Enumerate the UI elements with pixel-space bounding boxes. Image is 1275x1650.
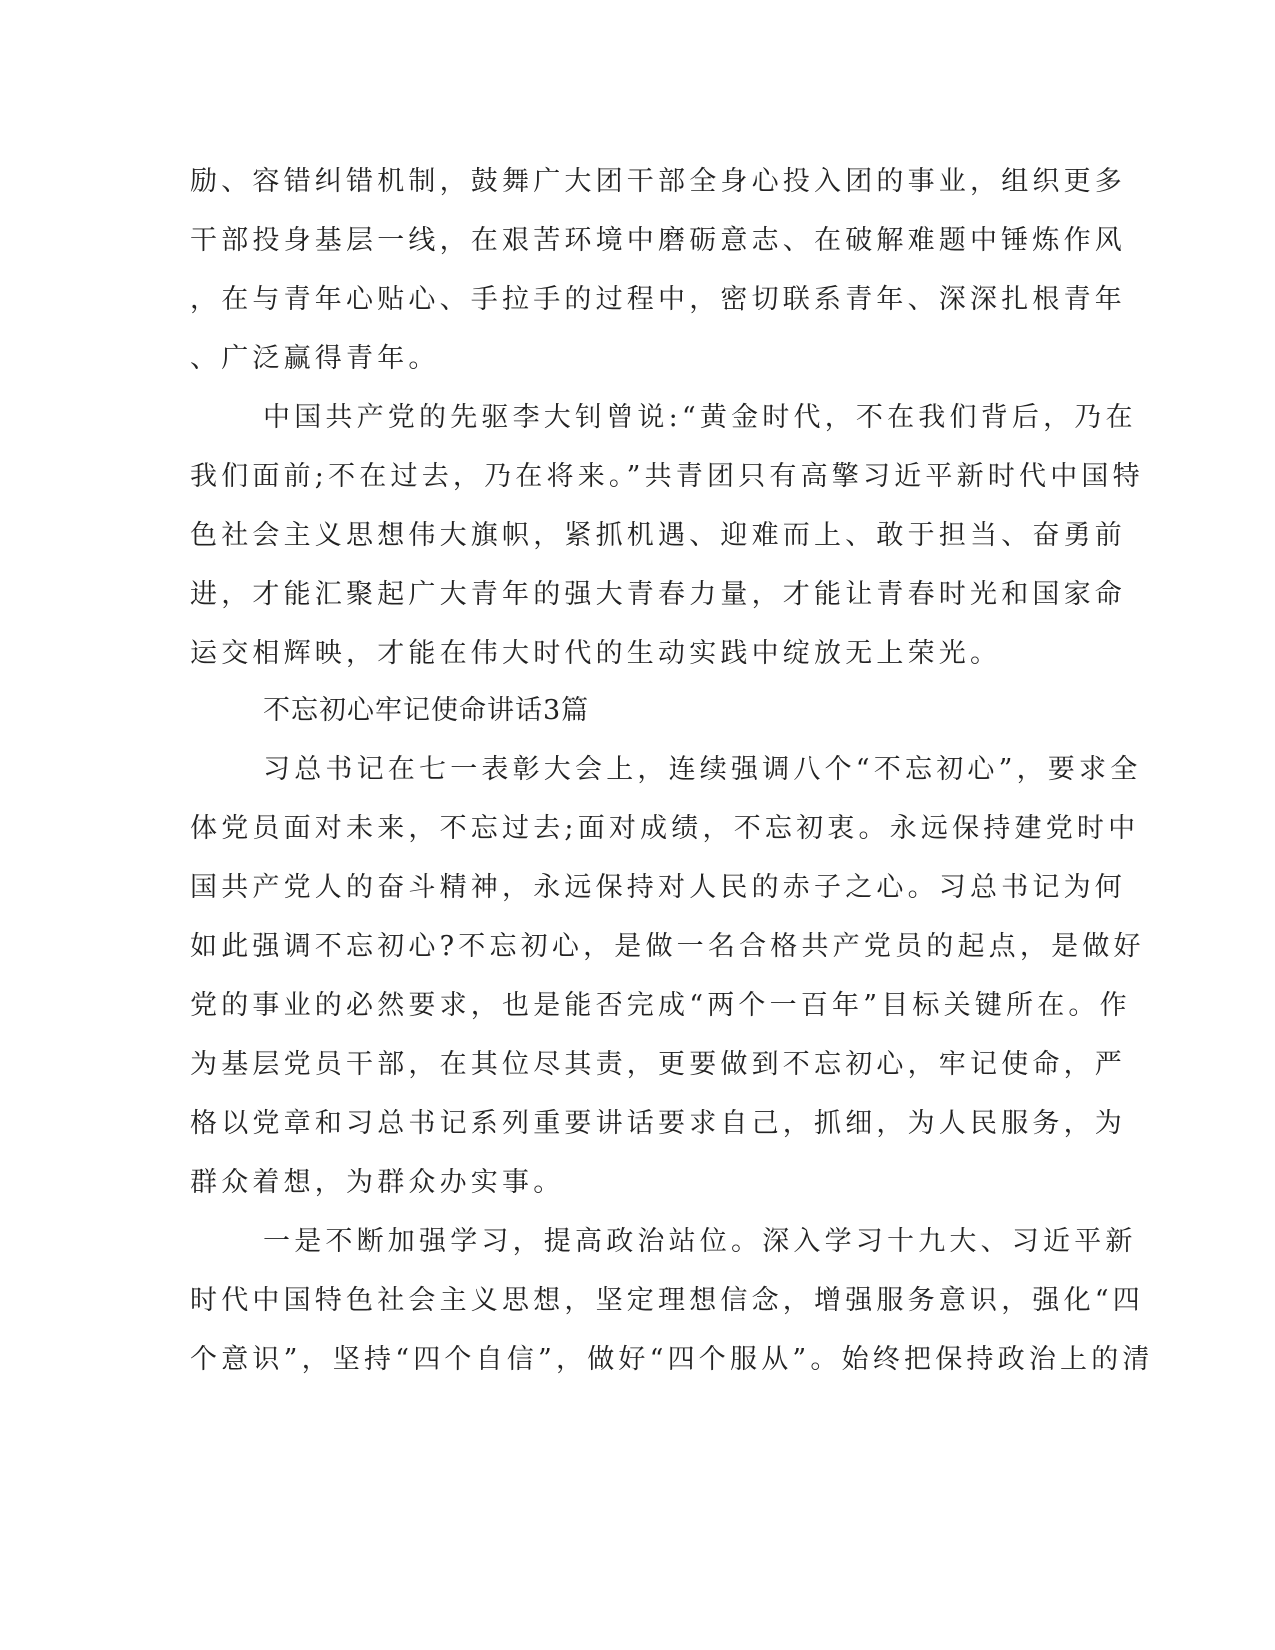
text-line: 我们面前;不在过去，乃在将来。”共青团只有高擎习近平新时代中国特 — [190, 461, 1144, 492]
text-line: 色社会主义思想伟大旗帜，紧抓机遇、迎难而上、敢于担当、奋勇前 — [190, 520, 1126, 551]
text-line: 干部投身基层一线，在艰苦环境中磨砺意志、在破解难题中锤炼作风 — [190, 225, 1126, 256]
text-line: 群众着想，为群众办实事。 — [190, 1167, 565, 1198]
text-line: 个意识”，坚持“四个自信”，做好“四个服从”。始终把保持政治上的清 — [190, 1344, 1154, 1375]
text-line: 体党员面对未来，不忘过去;面对成绩，不忘初衷。永远保持建党时中 — [190, 813, 1140, 844]
text-line: 格以党章和习总书记系列重要讲话要求自己，抓细，为人民服务，为 — [190, 1108, 1126, 1139]
section-heading: 不忘初心牢记使命讲话3篇 — [263, 695, 590, 726]
text-line: 国共产党人的奋斗精神，永远保持对人民的赤子之心。习总书记为何 — [190, 872, 1126, 903]
paragraph-first-line: 习总书记在七一表彰大会上，连续强调八个“不忘初心”，要求全 — [263, 754, 1142, 785]
text-line: ，在与青年心贴心、手拉手的过程中，密切联系青年、深深扎根青年 — [190, 284, 1126, 315]
text-line: 时代中国特色社会主义思想，坚定理想信念，增强服务意识，强化“四 — [190, 1285, 1145, 1316]
paragraph-first-line: 一是不断加强学习，提高政治站位。深入学习十九大、习近平新 — [263, 1226, 1137, 1257]
text-line: 如此强调不忘初心?不忘初心，是做一名合格共产党员的起点，是做好 — [190, 931, 1145, 962]
text-line: 运交相辉映，才能在伟大时代的生动实践中绽放无上荣光。 — [190, 638, 1002, 669]
text-line: 、广泛赢得青年。 — [190, 343, 440, 374]
text-line: 励、容错纠错机制，鼓舞广大团干部全身心投入团的事业，组织更多 — [190, 166, 1126, 197]
paragraph-first-line: 中国共产党的先驱李大钊曾说:“黄金时代，不在我们背后，乃在 — [263, 402, 1137, 433]
text-line: 进，才能汇聚起广大青年的强大青春力量，才能让青春时光和国家命 — [190, 579, 1126, 610]
text-line: 党的事业的必然要求，也是能否完成“两个一百年”目标关键所在。作 — [190, 990, 1131, 1021]
text-line: 为基层党员干部，在其位尽其责，更要做到不忘初心，牢记使命，严 — [190, 1049, 1126, 1080]
